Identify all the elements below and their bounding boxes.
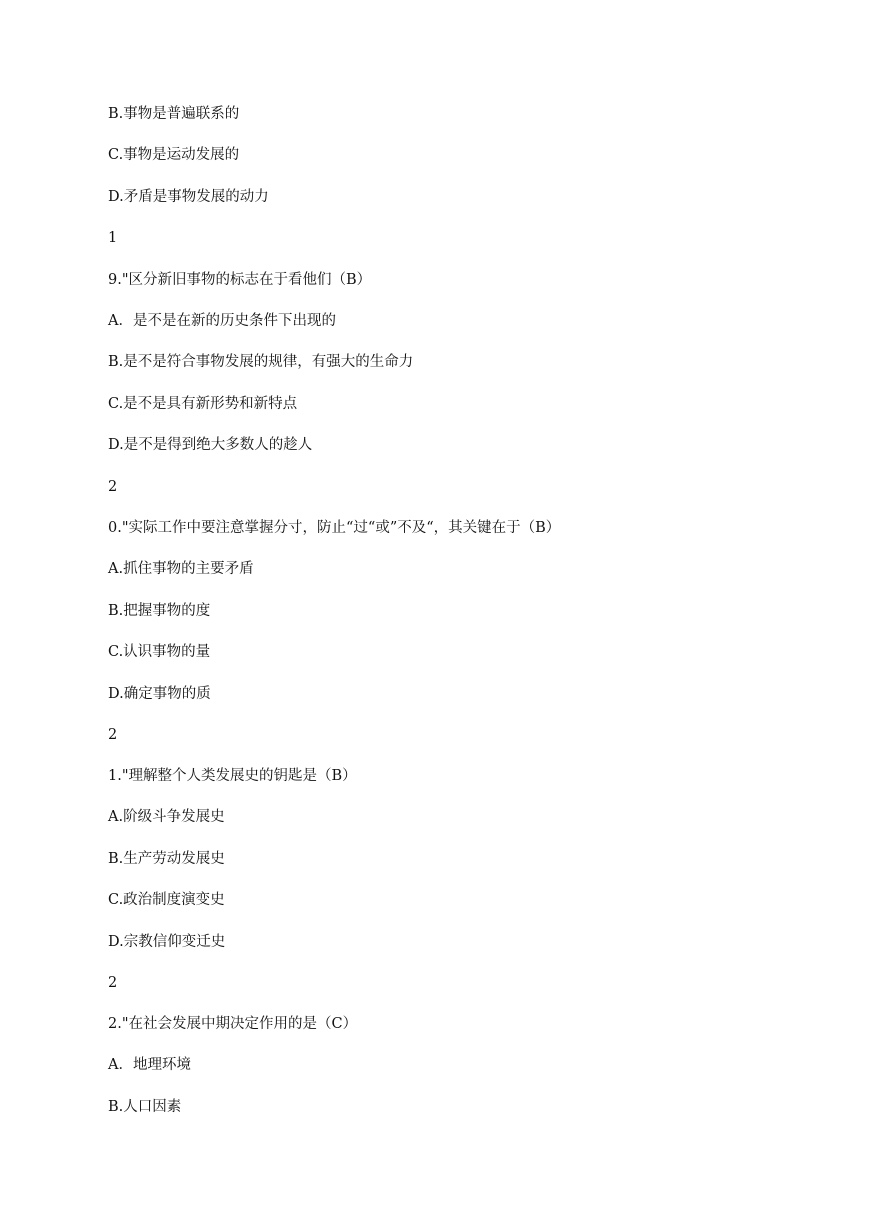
option-c-motion-development: C.事物是运动发展的	[108, 147, 240, 163]
question-19: 9."区分新旧事物的标志在于看他们（B）	[108, 272, 372, 288]
question-21-option-a: A.阶级斗争发展史	[108, 809, 225, 825]
question-20: 0."实际工作中要注意掌握分寸，防止“过“或”不及“，其关键在于（B）	[108, 520, 561, 536]
option-b-universal-connection: B.事物是普遍联系的	[108, 106, 240, 122]
question-19-option-a: A．是不是在新的历史条件下出现的	[108, 313, 336, 329]
question-21-option-c: C.政治制度演变史	[108, 892, 225, 908]
question-22-option-a: A．地理环境	[108, 1057, 191, 1073]
question-20-option-a: A.抓住事物的主要矛盾	[108, 561, 254, 577]
question-22: 2."在社会发展中期决定作用的是（C）	[108, 1016, 358, 1032]
question-21: 1."理解整个人类发展史的钥匙是（B）	[108, 768, 357, 784]
question-19-option-c: C.是不是具有新形势和新特点	[108, 396, 298, 412]
question-21-option-b: B.生产劳动发展史	[108, 851, 225, 867]
page-number-fragment: 2	[108, 975, 118, 991]
page-number-fragment: 1	[108, 230, 118, 246]
page-number-fragment: 2	[108, 727, 118, 743]
question-19-option-d: D.是不是得到绝大多数人的趁人	[108, 437, 313, 453]
question-20-option-c: C.认识事物的量	[108, 644, 211, 660]
question-21-option-d: D.宗教信仰变迁史	[108, 934, 226, 950]
question-22-option-b: B.人口因素	[108, 1099, 182, 1115]
option-d-contradiction-driving-force: D.矛盾是事物发展的动力	[108, 189, 269, 205]
question-20-option-b: B.把握事物的度	[108, 603, 211, 619]
question-20-option-d: D.确定事物的质	[108, 686, 211, 702]
page-number-fragment: 2	[108, 479, 118, 495]
question-19-option-b: B.是不是符合事物发展的规律，有强大的生命力	[108, 354, 414, 370]
